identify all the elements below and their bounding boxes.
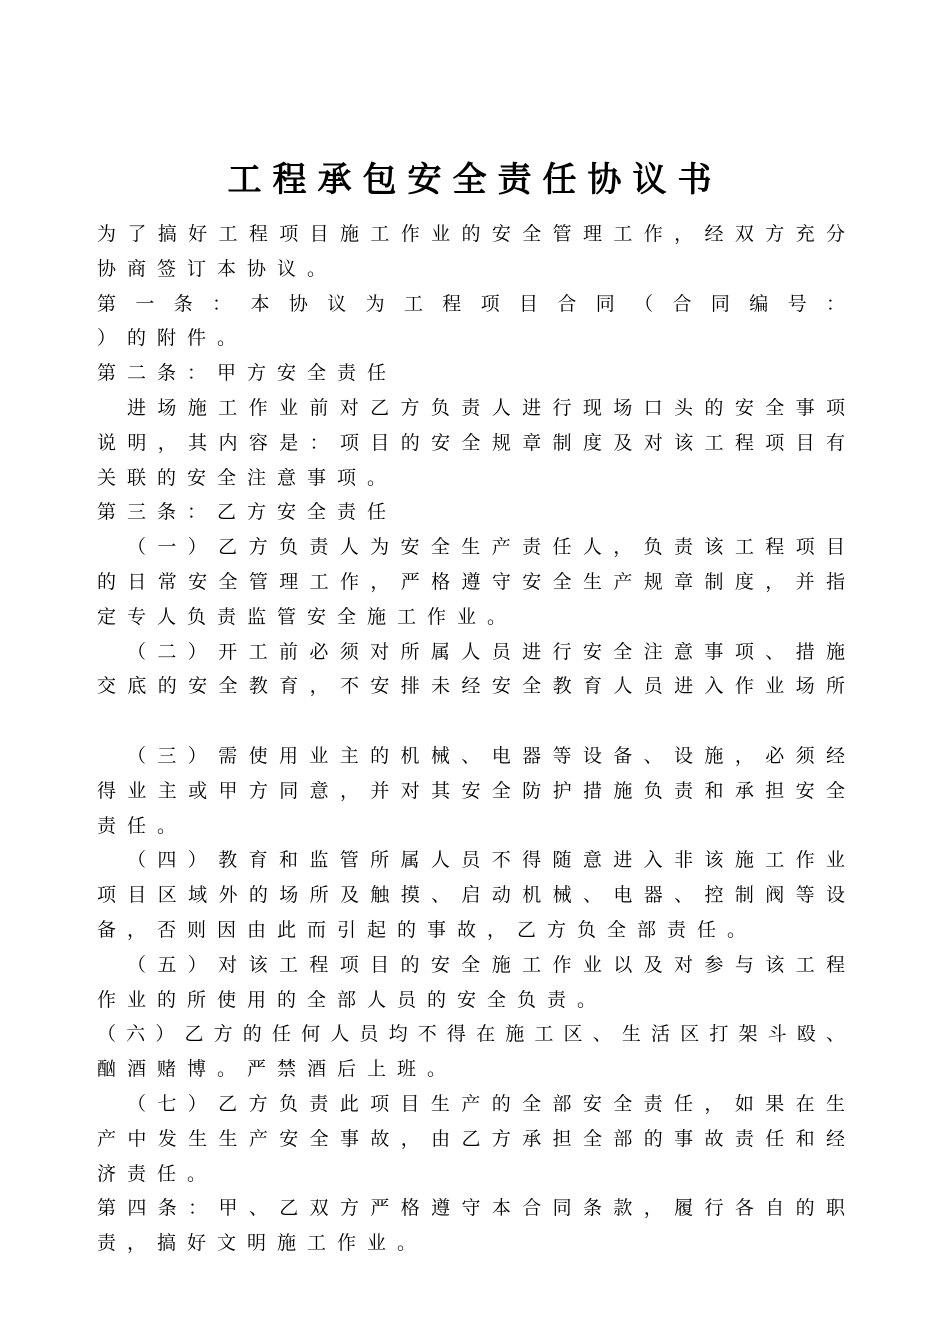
article-2-heading: 第二条：甲方安全责任 xyxy=(97,362,398,385)
text-line: 得业主或甲方同意，并对其安全防护措施负责和承担安全 xyxy=(97,779,845,802)
text-line: 的日常安全管理工作，严格遵守安全生产规章制度，并指 xyxy=(97,570,845,593)
document-body xyxy=(97,217,845,1261)
text-line: 进场施工作业前对乙方负责人进行现场口头的安全事项 xyxy=(127,396,845,419)
text-line: 产中发生生产安全事故，由乙方承担全部的事故责任和经 xyxy=(97,1127,845,1150)
text-line: 责，搞好文明施工作业。 xyxy=(97,1232,428,1255)
text-line: 说明，其内容是：项目的安全规章制度及对该工程项目有 xyxy=(97,431,845,454)
document-title: 工程承包安全责任协议书 xyxy=(227,160,723,200)
clause-3-line: （三）需使用业主的机械、电器等设备、设施，必须经 xyxy=(127,744,845,767)
text-line: 交底的安全教育，不安排未经安全教育人员进入作业场所 xyxy=(97,675,845,698)
clause-7-line: （七）乙方负责此项目生产的全部安全责任，如果在生 xyxy=(127,1092,845,1115)
text-line: 关联的安全注意事项。 xyxy=(97,466,398,489)
text-line: 为了搞好工程项目施工作业的安全管理工作，经双方充分 xyxy=(97,223,845,245)
article-4-heading: 第四条：甲、乙双方严格遵守本合同条款，履行各自的职 xyxy=(97,1197,845,1220)
text-line: 备，否则因由此而引起的事故，乙方负全部责任。 xyxy=(97,918,758,941)
clause-2-line: （二）开工前必须对所属人员进行安全注意事项、措施 xyxy=(127,640,845,663)
clause-5-line: （五）对该工程项目的安全施工作业以及对参与该工程 xyxy=(127,953,845,976)
text-line: 济责任。 xyxy=(97,1162,218,1185)
text-line: 责任。 xyxy=(97,814,188,837)
text-line: 项目区域外的场所及触摸、启动机械、电器、控制阀等设 xyxy=(97,884,845,907)
clause-4-line: （四）教育和监管所属人员不得随意进入非该施工作业 xyxy=(127,849,845,872)
text-line: 定专人负责监管安全施工作业。 xyxy=(97,605,518,628)
text-line: 酗酒赌博。严禁酒后上班。 xyxy=(97,1058,458,1081)
paragraph-gap xyxy=(97,704,845,739)
clause-6-line: （六）乙方的任何人员均不得在施工区、生活区打架斗殴、 xyxy=(97,1023,845,1046)
article-1-heading: 第一条：本协议为工程项目合同（合同编号： xyxy=(97,292,845,315)
text-line: 作业的所使用的全部人员的安全负责。 xyxy=(97,988,608,1011)
clause-1-line: （一）乙方负责人为安全生产责任人，负责该工程项目 xyxy=(127,536,845,559)
text-line: 协商签订本协议。 xyxy=(97,257,338,280)
article-3-heading: 第三条：乙方安全责任 xyxy=(97,501,398,524)
text-line: ）的附件。 xyxy=(97,327,248,350)
